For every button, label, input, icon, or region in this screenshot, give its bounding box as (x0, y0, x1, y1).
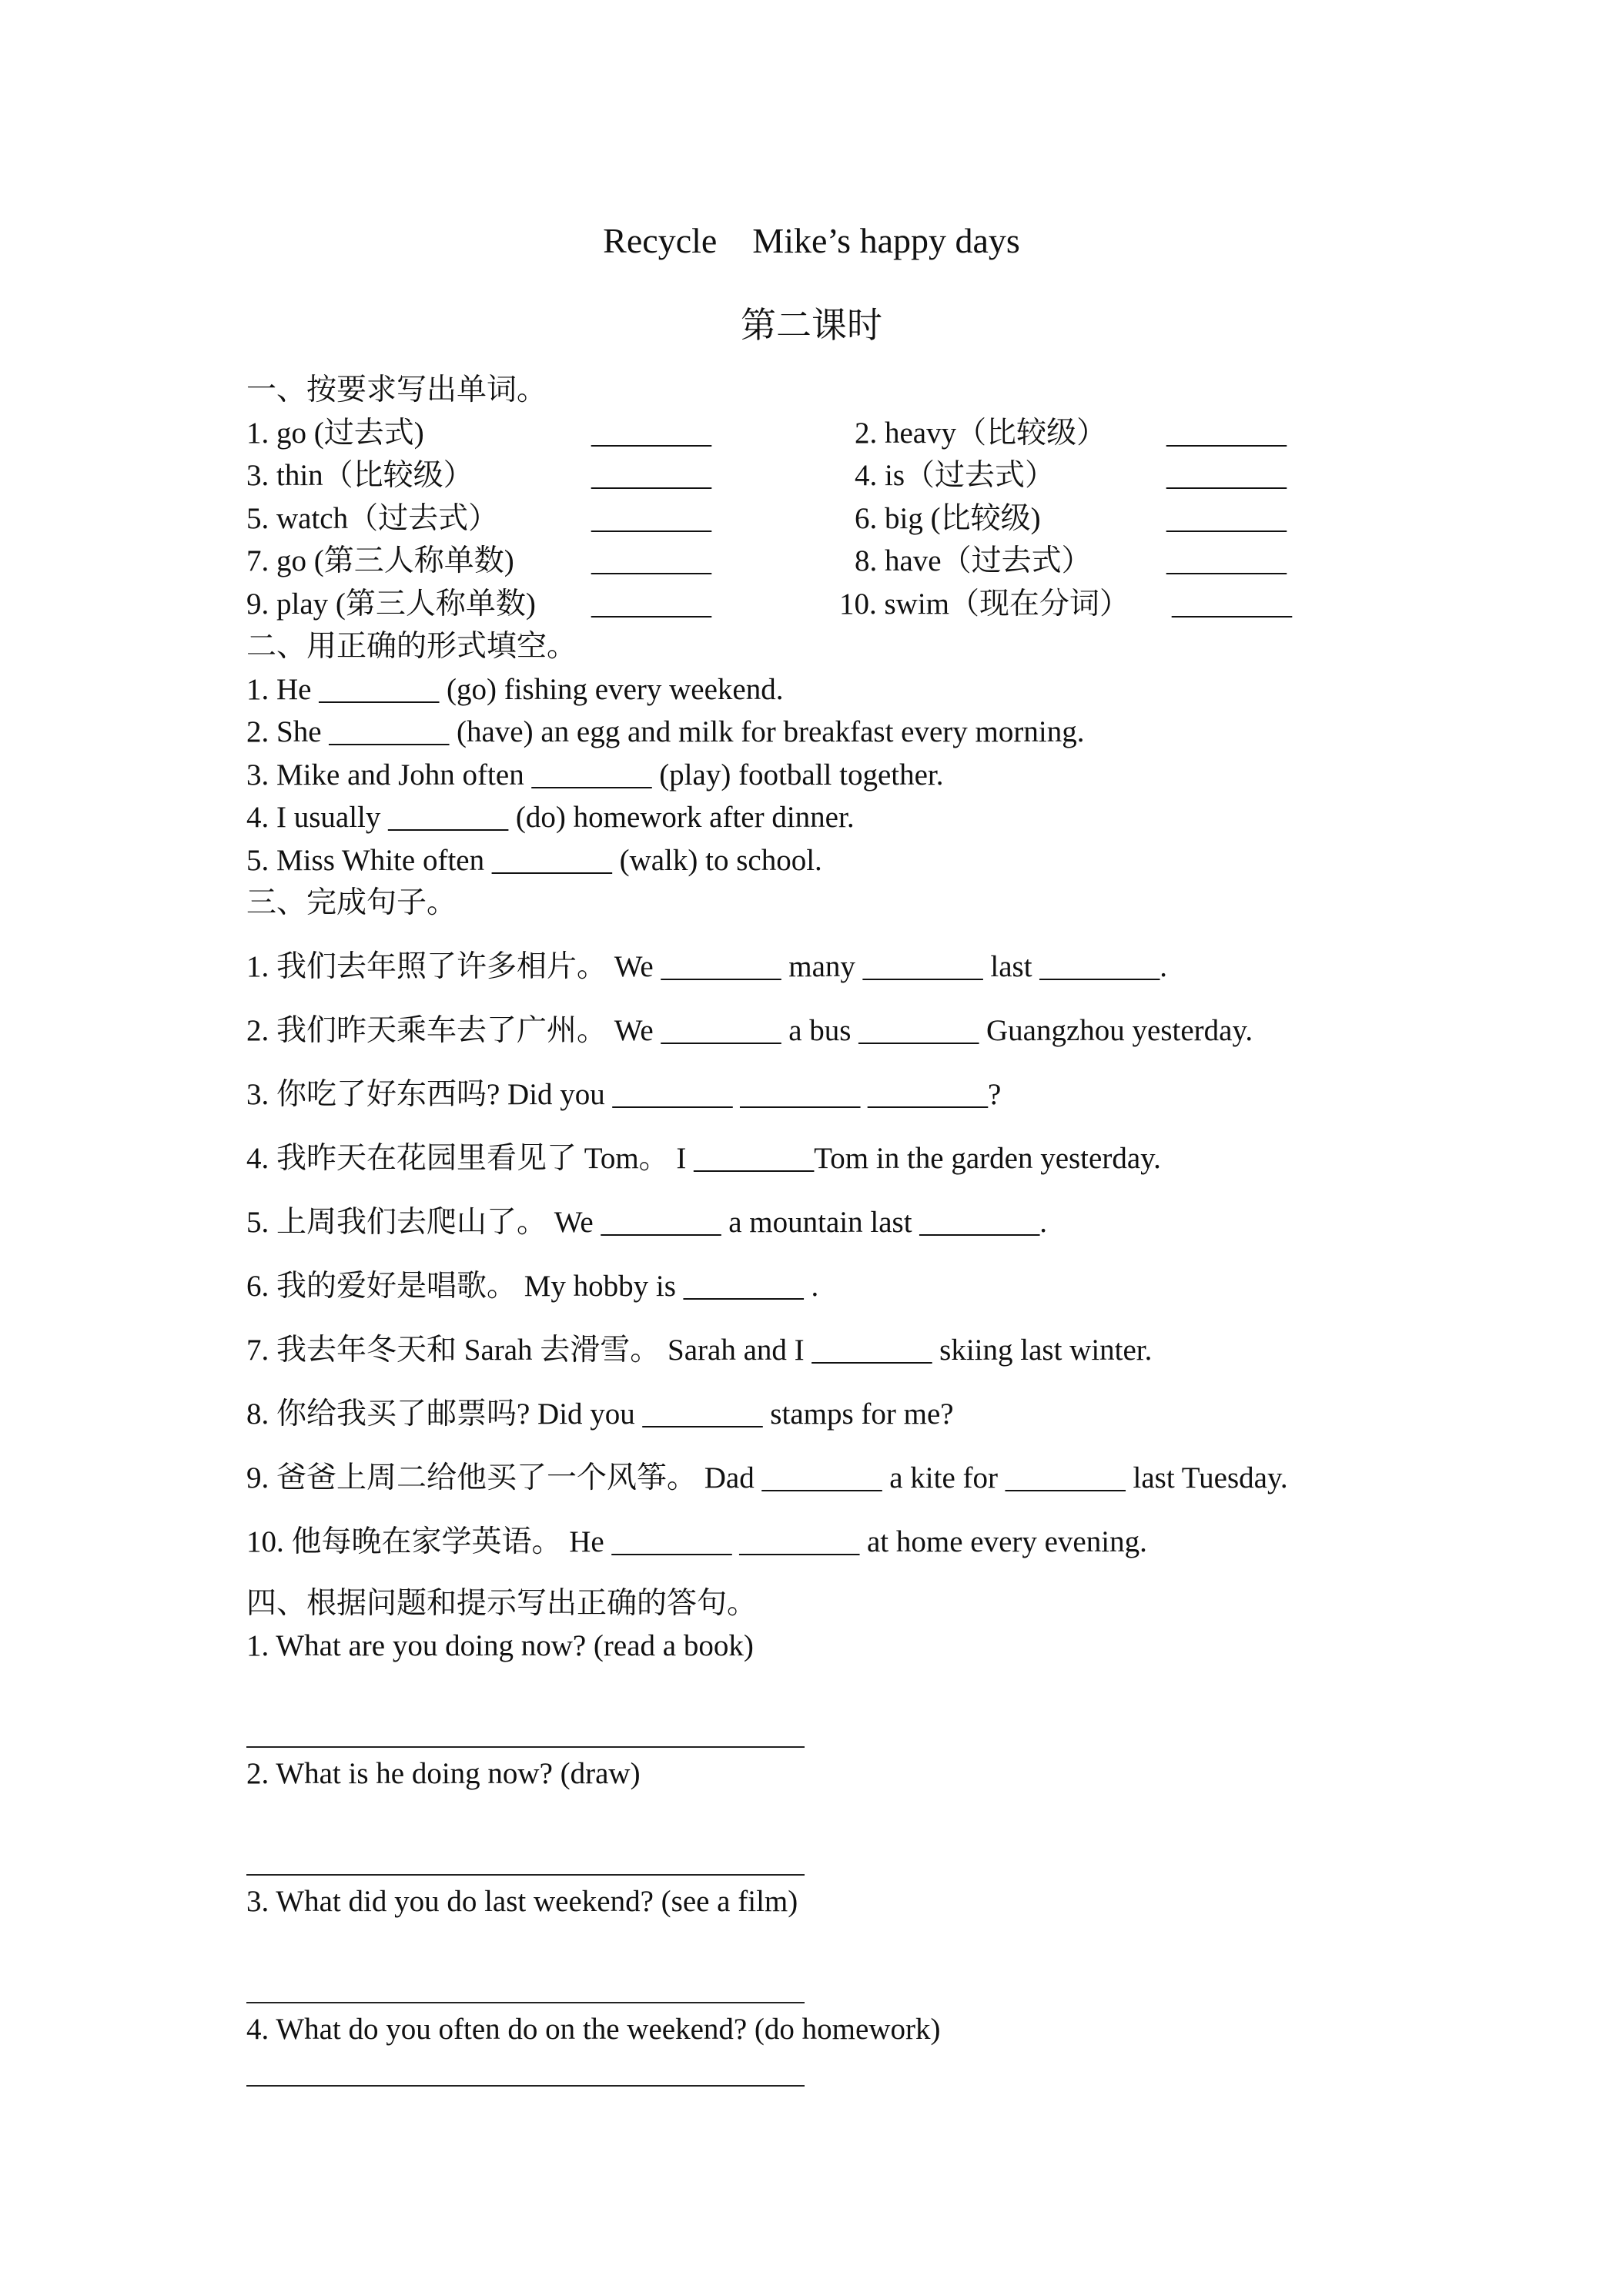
s4-question: 1. What are you doing now? (read a book) (246, 1629, 754, 1662)
s3-item: 9. 爸爸上周二给他买了一个风筝。 Dad ________ a kite for ________ last Tuesday. (246, 1461, 1288, 1494)
section2-heading: 二、用正确的形式填空。 (246, 630, 577, 663)
s1-item-right: 6. big (比较级) (855, 502, 1041, 535)
s3-item: 6. 我的爱好是唱歌。 My hobby is ________ . (246, 1270, 819, 1303)
s2-item: 1. He ________ (go) fishing every weekend. (246, 673, 784, 706)
s3-item: 10. 他每晚在家学英语。 He ________ ________ at home every evening. (246, 1525, 1147, 1558)
s3-item: 1. 我们去年照了许多相片。 We ________ many ________ last ________. (246, 950, 1168, 983)
s3-item: 2. 我们昨天乘车去了广州。 We ________ a bus ________ Guangzhou yesterday. (246, 1014, 1253, 1047)
s1-item-right-blank: ________ (1166, 502, 1287, 535)
answer-line (246, 1874, 805, 1876)
s4-question: 4. What do you often do on the weekend? (do homework) (246, 2013, 941, 2046)
s1-item-left-blank: ________ (591, 502, 711, 535)
s3-item: 5. 上周我们去爬山了。 We ________ a mountain last ________. (246, 1206, 1048, 1239)
s1-item-right: 8. have（过去式） (855, 544, 1092, 577)
s1-item-left: 1. go (过去式) (246, 417, 424, 450)
s1-item-left: 3. thin（比较级） (246, 459, 474, 492)
answer-line (246, 2002, 805, 2003)
s4-question: 3. What did you do last weekend? (see a film) (246, 1885, 798, 1918)
s2-item: 5. Miss White often ________ (walk) to school. (246, 844, 822, 877)
s1-item-left: 9. play (第三人称单数) (246, 587, 536, 621)
s3-item: 8. 你给我买了邮票吗? Did you ________ stamps for me? (246, 1397, 954, 1431)
s1-item-left-blank: ________ (591, 417, 711, 450)
s1-item-right-blank: ________ (1172, 587, 1292, 621)
s2-item: 2. She ________ (have) an egg and milk for breakfast every morning. (246, 715, 1085, 748)
section4-heading: 四、根据问题和提示写出正确的答句。 (246, 1587, 758, 1620)
lesson-subtitle: 第二课时 (741, 306, 882, 345)
s1-item-right: 2. heavy（比较级） (855, 417, 1107, 450)
answer-line (246, 1746, 805, 1748)
s1-item-right-blank: ________ (1166, 417, 1287, 450)
answer-line (246, 2085, 805, 2087)
s2-item: 3. Mike and John often ________ (play) football together. (246, 758, 944, 792)
s1-item-left-blank: ________ (591, 587, 711, 621)
s1-item-right: 10. swim（现在分词） (839, 587, 1130, 621)
s1-item-left: 7. go (第三人称单数) (246, 544, 514, 577)
section1-heading: 一、按要求写出单词。 (246, 373, 547, 407)
s1-item-left-blank: ________ (591, 459, 711, 492)
section3-heading: 三、完成句子。 (246, 886, 457, 919)
s3-item: 7. 我去年冬天和 Sarah 去滑雪。 Sarah and I ________ skiing last winter. (246, 1334, 1153, 1367)
s1-item-right-blank: ________ (1166, 459, 1287, 492)
s1-item-right-blank: ________ (1166, 544, 1287, 577)
s4-question: 2. What is he doing now? (draw) (246, 1757, 641, 1790)
s3-item: 3. 你吃了好东西吗? Did you ________ ________ ________? (246, 1078, 1002, 1111)
worksheet-title: Recycle Mike’s happy days (603, 221, 1020, 260)
s1-item-left-blank: ________ (591, 544, 711, 577)
s1-item-left: 5. watch（过去式） (246, 502, 499, 535)
s2-item: 4. I usually ________ (do) homework after dinner. (246, 801, 855, 834)
s1-item-right: 4. is（过去式） (855, 459, 1056, 492)
s3-item: 4. 我昨天在花园里看见了 Tom。 I ________Tom in the garden yesterday. (246, 1142, 1161, 1175)
